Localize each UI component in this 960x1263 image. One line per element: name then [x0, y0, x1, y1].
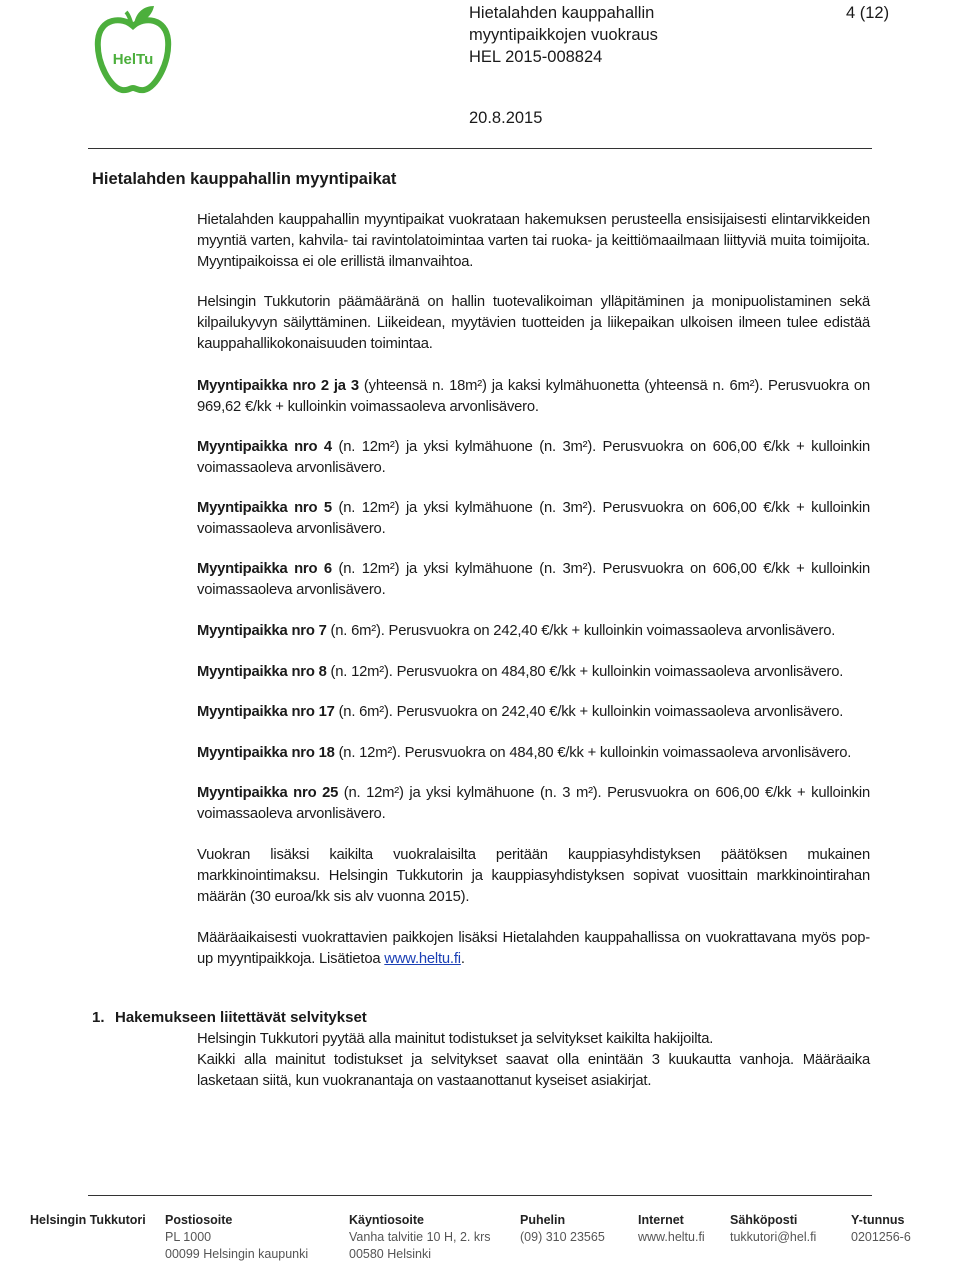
heltu-website-link[interactable]: www.heltu.fi [384, 951, 461, 967]
section-heading: Hietalahden kauppahallin myyntipaikat [92, 170, 397, 188]
footer-ytunnus [851, 1212, 911, 1246]
paragraph-text: Helsingin Tukkutorin päämääränä on hallin tuotevalikoiman ylläpitäminen ja monipuolistaminen sekä kilpailukyvyn säilyttäminen. Liikeidean, myytävien tuotteiden ja liikepaikan ulkoisen ilmeen tulee edistää kauppahallikokonaisuuden toimintaa. [197, 294, 870, 352]
section-title [92, 1007, 367, 1028]
stall-description: (n. 6m²). Perusvuokra on 242,40 €/kk + kulloinkin voimassaoleva arvonlisävero. [334, 704, 844, 720]
document-title [469, 2, 658, 68]
stall-item [197, 743, 870, 764]
title-line: myyntipaikkojen vuokraus [469, 26, 658, 44]
section-line: Helsingin Tukkutori pyytää alla mainitut todistukset ja selvitykset kaikilta hakijoilta. [197, 1031, 714, 1047]
footer-label: Internet [638, 1213, 684, 1227]
footer-divider [88, 1195, 872, 1196]
footer-org-name: Helsingin Tukkutori [30, 1213, 146, 1227]
stall-name: Myyntipaikka nro 8 [197, 664, 327, 680]
header-divider [88, 148, 872, 149]
footer-label: Sähköposti [730, 1213, 798, 1227]
footer-website-link[interactable]: www.heltu.fi [638, 1230, 705, 1244]
footer-value: 00580 Helsinki [349, 1247, 431, 1261]
stall-description: (n. 6m²). Perusvuokra on 242,40 €/kk + kulloinkin voimassaoleva arvonlisävero. [326, 623, 836, 639]
stall-item [197, 662, 870, 683]
footer-label: Käyntiosoite [349, 1213, 425, 1227]
popup-paragraph [197, 928, 870, 970]
marketing-fee-paragraph [197, 845, 870, 908]
stall-description: (n. 12m²) ja yksi kylmähuone (n. 3m²). Perusvuokra on 606,00 €/kk + kulloinkin voimassaoleva arvonlisävero. [197, 561, 870, 598]
heltu-logo [92, 4, 174, 96]
stall-description: (n. 12m²) ja yksi kylmähuone (n. 3m²). Perusvuokra on 606,00 €/kk + kulloinkin voimassaoleva arvonlisävero. [197, 500, 870, 537]
section-number: 1. [92, 1009, 105, 1026]
stall-item [197, 621, 870, 642]
document-date: 20.8.2015 [469, 109, 543, 127]
stall-name: Myyntipaikka nro 17 [197, 704, 335, 720]
logo-text: HelTu [112, 51, 154, 68]
stall-item [197, 559, 870, 601]
page-number: 4 (12) [846, 4, 890, 22]
intro-paragraph [197, 210, 870, 273]
goal-paragraph [197, 292, 870, 355]
stall-item [197, 783, 870, 825]
footer-label: Postiosoite [165, 1213, 233, 1227]
stall-name: Myyntipaikka nro 2 ja 3 [197, 378, 359, 394]
footer-internet [638, 1212, 705, 1246]
stall-description: (yhteensä n. 18m²) ja kaksi kylmähuonetta (yhteensä n. 6m²). Perusvuokra on 969,62 €/kk + kulloinkin voimassaoleva arvonlisävero. [197, 378, 870, 415]
stall-name: Myyntipaikka nro 6 [197, 561, 332, 577]
stall-item [197, 376, 870, 418]
stall-description: (n. 12m²). Perusvuokra on 484,80 €/kk + kulloinkin voimassaoleva arvonlisävero. [334, 745, 852, 761]
footer-email-link[interactable]: tukkutori@hel.fi [730, 1230, 817, 1244]
case-number: HEL 2015-008824 [469, 48, 603, 66]
title-line: Hietalahden kauppahallin [469, 4, 655, 22]
stall-name: Myyntipaikka nro 5 [197, 500, 332, 516]
footer-value: PL 1000 [165, 1230, 212, 1244]
section-title-text: Hakemukseen liitettävät selvitykset [115, 1009, 367, 1026]
footer-label: Puhelin [520, 1213, 566, 1227]
section-line: Kaikki alla mainitut todistukset ja selvitykset saavat olla enintään 3 kuukautta vanhoja. Määräaika lasketaan siitä, kun vuokranantaja on vastaanottanut kyseiset asiakirjat. [197, 1052, 870, 1089]
stall-item [197, 498, 870, 540]
footer-postal [165, 1212, 308, 1263]
footer-value: (09) 310 23565 [520, 1230, 605, 1244]
paragraph-text: Määräaikaisesti vuokrattavien paikkojen lisäksi Hietalahden kauppahallissa on vuokrattavana myös pop-up myyntipaikkoja. Lisätietoa [197, 930, 870, 967]
footer-label: Y-tunnus [851, 1213, 905, 1227]
paragraph-text: Vuokran lisäksi kaikilta vuokralaisilta peritään kauppiasyhdistyksen päätöksen mukainen markkinointimaksu. Helsingin Tukkutorin ja kauppiasyhdistyksen sopivat vuosittain markkinointirahan määrän (30 euroa/kk sis alv vuonna 2015). [197, 847, 870, 905]
stall-description: (n. 12m²) ja yksi kylmähuone (n. 3m²). Perusvuokra on 606,00 €/kk + kulloinkin voimassaoleva arvonlisävero. [197, 439, 870, 476]
paragraph-end: . [460, 951, 465, 967]
footer-email [730, 1212, 816, 1246]
footer-phone [520, 1212, 605, 1246]
stall-name: Myyntipaikka nro 18 [197, 745, 335, 761]
footer-visit [349, 1212, 491, 1263]
stall-name: Myyntipaikka nro 25 [197, 785, 339, 801]
stall-name: Myyntipaikka nro 7 [197, 623, 327, 639]
footer-value: 0201256-6 [851, 1230, 911, 1244]
stall-description: (n. 12m²). Perusvuokra on 484,80 €/kk + kulloinkin voimassaoleva arvonlisävero. [326, 664, 844, 680]
stall-description: (n. 12m²) ja yksi kylmähuone (n. 3 m²). Perusvuokra on 606,00 €/kk + kulloinkin voimassaoleva arvonlisävero. [197, 785, 870, 822]
paragraph-text: Hietalahden kauppahallin myyntipaikat vuokrataan hakemuksen perusteella ensisijaisesti elintarvikkeiden myyntiä varten, kahvila- tai ravintolatoimintaa varten tai ruoka- ja keittiömaailmaan liittyviä muita toimijoita. Myyntipaikoissa ei ole erillistä ilmanvaihtoa. [197, 212, 870, 270]
stall-item [197, 437, 870, 479]
footer-value: Vanha talvitie 10 H, 2. krs [349, 1230, 491, 1244]
stall-item [197, 702, 870, 723]
footer-org [30, 1212, 146, 1229]
section-body [197, 1029, 870, 1092]
footer-value: 00099 Helsingin kaupunki [165, 1247, 309, 1261]
stall-name: Myyntipaikka nro 4 [197, 439, 332, 455]
